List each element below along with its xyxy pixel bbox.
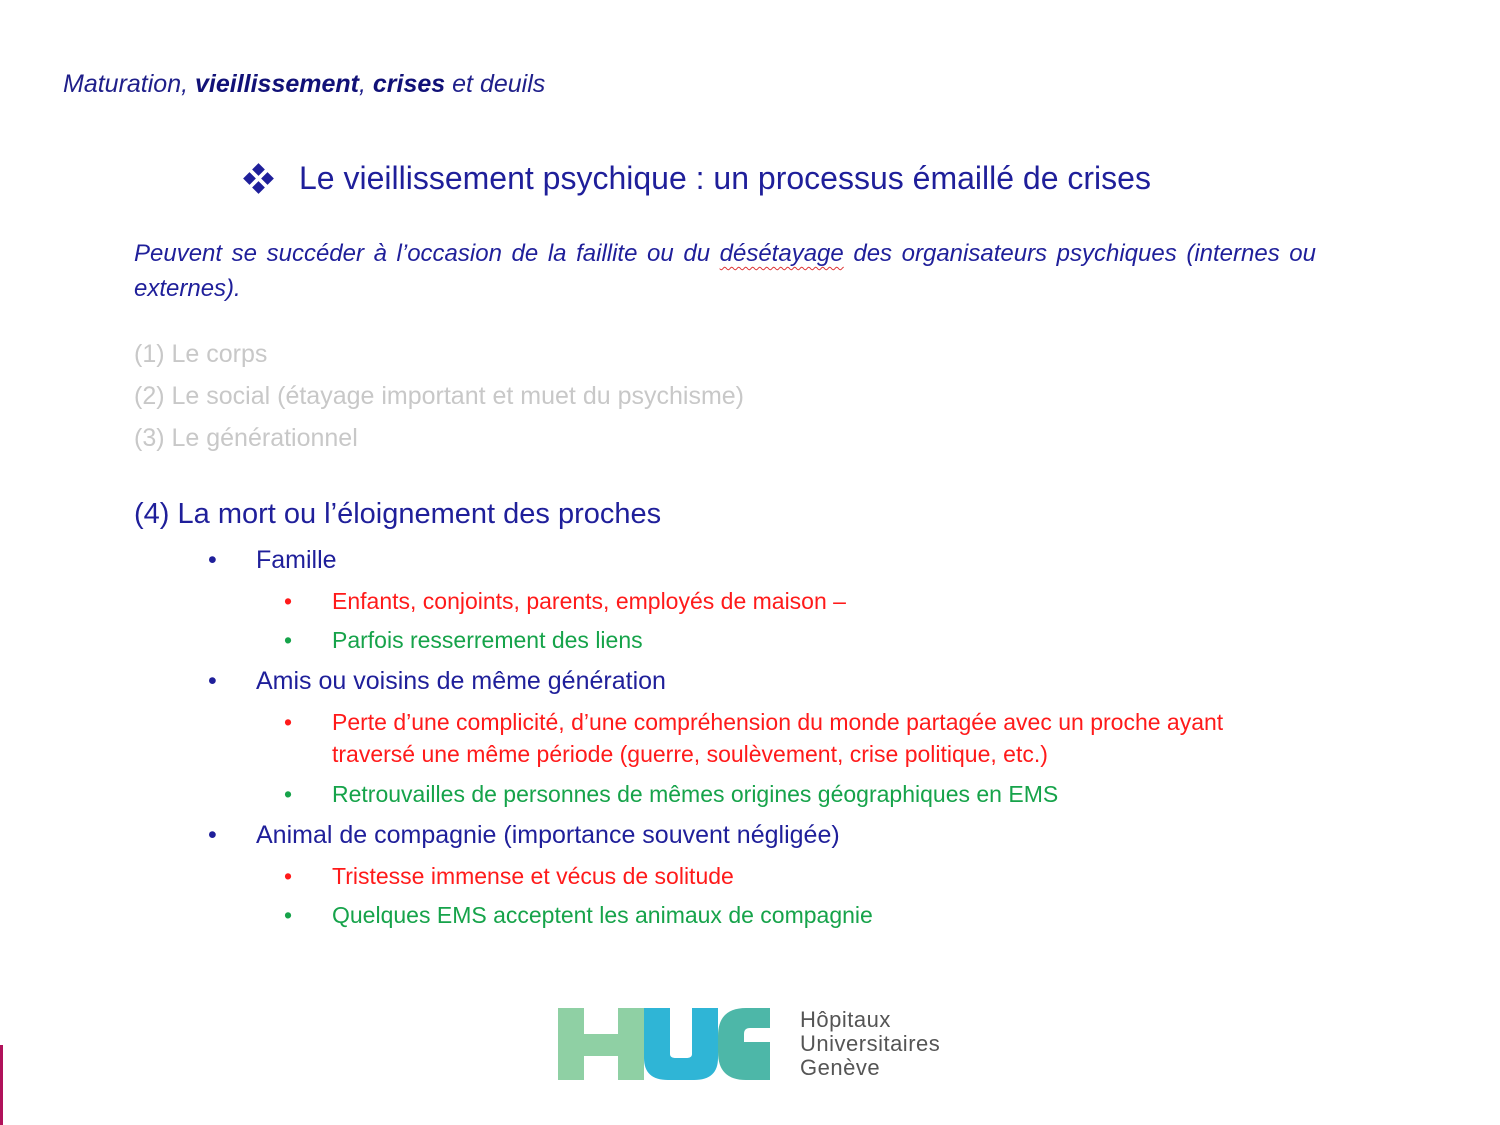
hug-logo-text bbox=[800, 1008, 940, 1080]
bullet-icon: • bbox=[284, 709, 293, 735]
intro-paragraph bbox=[134, 236, 1316, 306]
section-heading: (4) La mort ou l’éloignement des proches bbox=[134, 498, 662, 530]
list-item-famille-positive: • Parfois resserrement des liens bbox=[284, 627, 643, 653]
list-item-animal-positive: • Quelques EMS acceptent les animaux de compagnie bbox=[284, 902, 873, 928]
intro-text-after: des organisateurs psychiques (internes ou externes). bbox=[134, 240, 1316, 302]
faded-item-generationnel: (3) Le générationnel bbox=[134, 424, 358, 452]
slide-header bbox=[63, 70, 545, 99]
header-bold-vieillissement: vieillissement bbox=[195, 70, 359, 98]
bullet-icon: • bbox=[208, 546, 217, 574]
bullet-icon: • bbox=[284, 863, 293, 889]
list-item-amis-negative: • Perte d’une complicité, d’une compréhension du monde partagée avec un proche ayant bbox=[284, 709, 1224, 735]
title-text: Le vieillissement psychique : un processus émaillé de crises bbox=[299, 160, 1151, 196]
logo-line-universitaires: Universitaires bbox=[800, 1031, 941, 1056]
faded-item-corps: (1) Le corps bbox=[134, 340, 268, 368]
left-accent-bar bbox=[0, 1045, 3, 1125]
bullet-icon: • bbox=[284, 588, 293, 614]
header-text-1: Maturation, bbox=[63, 70, 196, 98]
bullet-icon: • bbox=[284, 902, 293, 928]
spellcheck-word: désétayage bbox=[719, 240, 844, 267]
header-text-3: et deuils bbox=[445, 70, 546, 98]
faded-item-social: (2) Le social (étayage important et muet du psychisme) bbox=[134, 382, 744, 410]
header-text-2: , bbox=[359, 70, 373, 98]
logo-line-geneve: Genève bbox=[800, 1055, 881, 1080]
bullet-icon: • bbox=[284, 627, 293, 653]
header-bold-crises: crises bbox=[372, 70, 446, 98]
bullet-icon: • bbox=[208, 821, 217, 849]
bullet-icon: • bbox=[208, 667, 217, 695]
list-item-amis-negative-continuation: traversé une même période (guerre, soulèvement, crise politique, etc.) bbox=[332, 741, 1048, 767]
list-item-famille-negative: • Enfants, conjoints, parents, employés de maison – bbox=[284, 588, 846, 614]
list-item-famille: • Famille bbox=[208, 546, 337, 574]
list-item-amis: • Amis ou voisins de même génération bbox=[208, 667, 666, 695]
logo-line-hopitaux: Hôpitaux bbox=[800, 1007, 891, 1032]
bullet-icon: • bbox=[284, 781, 293, 807]
list-item-amis-positive: • Retrouvailles de personnes de mêmes origines géographiques en EMS bbox=[284, 781, 1059, 807]
list-item-animal-negative: • Tristesse immense et vécus de solitude bbox=[284, 863, 734, 889]
four-diamond-bullet-icon bbox=[245, 165, 273, 193]
slide-title bbox=[245, 160, 1151, 197]
intro-text-before: Peuvent se succéder à l’occasion de la faillite ou du bbox=[134, 240, 720, 267]
list-item-animal: • Animal de compagnie (importance souvent négligée) bbox=[208, 821, 840, 849]
